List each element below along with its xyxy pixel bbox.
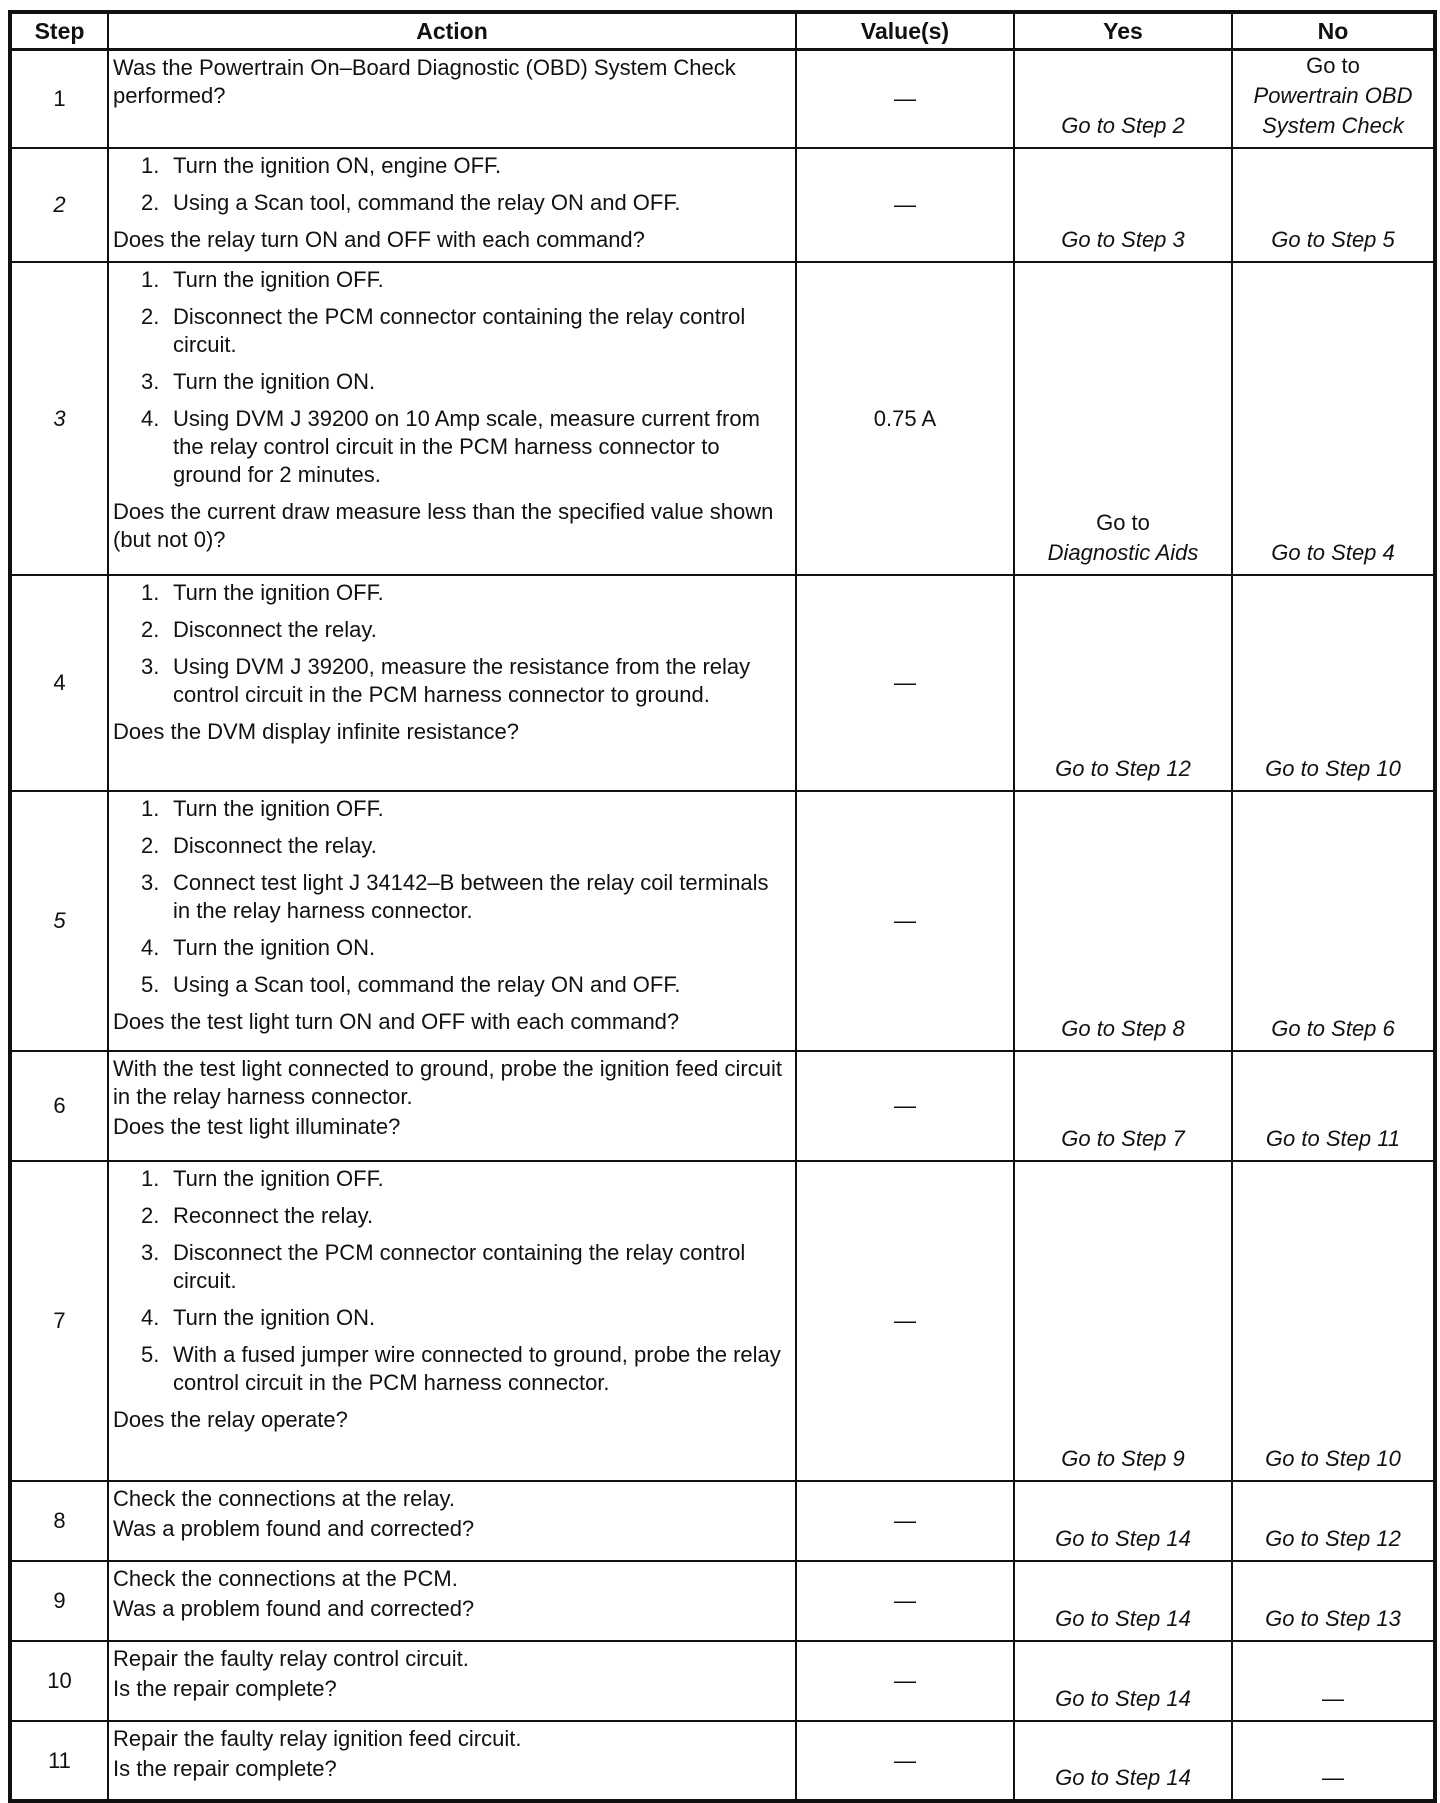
no-link: Go to Step 10 bbox=[1265, 1446, 1401, 1471]
table-row bbox=[10, 1481, 1435, 1561]
yes-cell bbox=[1014, 1721, 1232, 1801]
value-cell: — bbox=[796, 1051, 1014, 1161]
action-step: 2. Disconnect the relay. bbox=[141, 833, 377, 858]
step-number: 6 bbox=[10, 1051, 108, 1161]
yes-cell bbox=[1014, 1051, 1232, 1161]
action-step: 5. With a fused jumper wire connected to ground, probe the relay control circuit in the PCM harness connector. bbox=[141, 1342, 781, 1395]
yes-cell bbox=[1014, 575, 1232, 791]
no-link: Go to Step 4 bbox=[1271, 540, 1395, 565]
action-step: 4. Turn the ignition ON. bbox=[141, 935, 376, 960]
table-row bbox=[10, 148, 1435, 262]
table-row bbox=[10, 575, 1435, 791]
no-cell bbox=[1232, 1561, 1435, 1641]
action-text: With the test light connected to ground, probe the ignition feed circuit in the relay harness connector. bbox=[113, 1056, 782, 1109]
no-link: Go to Step 13 bbox=[1265, 1606, 1401, 1631]
table-row bbox=[10, 791, 1435, 1051]
action-step: 1. Turn the ignition OFF. bbox=[141, 796, 384, 821]
yes-link: Go to Step 2 bbox=[1061, 113, 1185, 138]
value-cell: — bbox=[796, 148, 1014, 262]
action-question: Does the current draw measure less than the specified value shown (but not 0)? bbox=[113, 499, 774, 552]
step-number: 7 bbox=[10, 1161, 108, 1481]
action-step: 1. Turn the ignition OFF. bbox=[141, 1166, 384, 1191]
no-cell bbox=[1232, 148, 1435, 262]
header-row bbox=[10, 12, 1435, 50]
no-cell bbox=[1232, 50, 1435, 149]
action-step: 3. Using DVM J 39200, measure the resistance from the relay control circuit in the PCM harness connector to ground. bbox=[141, 654, 751, 707]
yes-link: Go to Step 7 bbox=[1061, 1126, 1185, 1151]
action-steps bbox=[113, 795, 789, 999]
action-steps bbox=[113, 152, 789, 217]
action-cell bbox=[108, 262, 796, 575]
no-cell bbox=[1232, 1481, 1435, 1561]
action-question: Does the test light illuminate? bbox=[113, 1114, 401, 1139]
no-link: Go to Step 12 bbox=[1265, 1526, 1401, 1551]
action-step: 2. Reconnect the relay. bbox=[141, 1203, 374, 1228]
yes-link-prefix: Go to bbox=[1096, 510, 1150, 535]
table-row bbox=[10, 50, 1435, 149]
no-link: Go to Step 5 bbox=[1271, 227, 1395, 252]
header-step: Step bbox=[10, 12, 108, 50]
step-number: 4 bbox=[10, 575, 108, 791]
action-cell bbox=[108, 50, 796, 149]
value-cell: — bbox=[796, 1561, 1014, 1641]
action-cell bbox=[108, 1641, 796, 1721]
yes-cell bbox=[1014, 1161, 1232, 1481]
no-link-prefix: Go to bbox=[1306, 53, 1360, 78]
step-number: 11 bbox=[10, 1721, 108, 1801]
action-cell bbox=[108, 1161, 796, 1481]
action-step: 1. Turn the ignition OFF. bbox=[141, 267, 384, 292]
no-link: Go to Step 11 bbox=[1265, 1126, 1401, 1151]
header-yes: Yes bbox=[1014, 12, 1232, 50]
header-no: No bbox=[1232, 12, 1435, 50]
no-cell bbox=[1232, 791, 1435, 1051]
yes-link: Go to Step 14 bbox=[1055, 1686, 1191, 1711]
action-step: 2. Using a Scan tool, command the relay ON and OFF. bbox=[141, 190, 681, 215]
no-cell bbox=[1232, 1051, 1435, 1161]
action-step: 4. Turn the ignition ON. bbox=[141, 1305, 376, 1330]
action-steps bbox=[113, 579, 789, 709]
action-cell bbox=[108, 1561, 796, 1641]
step-number: 2 bbox=[10, 148, 108, 262]
table-row bbox=[10, 1161, 1435, 1481]
table-row bbox=[10, 1051, 1435, 1161]
action-step: 1. Turn the ignition ON, engine OFF. bbox=[141, 153, 502, 178]
header-action: Action bbox=[108, 12, 796, 50]
action-step: 5. Using a Scan tool, command the relay ON and OFF. bbox=[141, 972, 681, 997]
no-cell: — bbox=[1232, 1721, 1435, 1801]
value-cell: — bbox=[796, 791, 1014, 1051]
action-question: Is the repair complete? bbox=[113, 1676, 337, 1701]
action-text: Check the connections at the relay. bbox=[113, 1486, 456, 1511]
step-number: 1 bbox=[10, 50, 108, 149]
action-step: 2. Disconnect the relay. bbox=[141, 617, 377, 642]
yes-cell bbox=[1014, 50, 1232, 149]
action-step: 3. Turn the ignition ON. bbox=[141, 369, 376, 394]
action-text: Was the Powertrain On–Board Diagnostic (OBD) System Check performed? bbox=[113, 55, 736, 108]
action-question: Does the DVM display infinite resistance? bbox=[113, 719, 519, 744]
action-cell bbox=[108, 791, 796, 1051]
yes-link: Go to Step 3 bbox=[1061, 227, 1185, 252]
no-link: Go to Step 10 bbox=[1265, 756, 1401, 781]
value-cell: — bbox=[796, 1161, 1014, 1481]
yes-link: Diagnostic Aids bbox=[1047, 540, 1199, 565]
header-values: Value(s) bbox=[796, 12, 1014, 50]
action-text: Repair the faulty relay ignition feed circuit. bbox=[113, 1726, 522, 1751]
yes-cell bbox=[1014, 1481, 1232, 1561]
action-steps bbox=[113, 266, 789, 489]
action-question: Does the relay turn ON and OFF with each command? bbox=[113, 227, 645, 252]
no-link: Powertrain OBD System Check bbox=[1253, 83, 1413, 138]
yes-link: Go to Step 14 bbox=[1055, 1765, 1191, 1790]
yes-link: Go to Step 14 bbox=[1055, 1606, 1191, 1631]
action-cell bbox=[108, 575, 796, 791]
step-number: 8 bbox=[10, 1481, 108, 1561]
action-question: Was a problem found and corrected? bbox=[113, 1596, 475, 1621]
action-text: Check the connections at the PCM. bbox=[113, 1566, 458, 1591]
yes-link: Go to Step 8 bbox=[1061, 1016, 1185, 1041]
value-cell: — bbox=[796, 575, 1014, 791]
diagnostic-table bbox=[8, 10, 1437, 1803]
step-number: 9 bbox=[10, 1561, 108, 1641]
yes-cell bbox=[1014, 262, 1232, 575]
yes-cell bbox=[1014, 1641, 1232, 1721]
value-cell: — bbox=[796, 1641, 1014, 1721]
table-row bbox=[10, 1721, 1435, 1801]
action-steps bbox=[113, 1165, 789, 1397]
action-question: Was a problem found and corrected? bbox=[113, 1516, 475, 1541]
table-row bbox=[10, 1641, 1435, 1721]
step-number: 5 bbox=[10, 791, 108, 1051]
no-cell bbox=[1232, 1161, 1435, 1481]
value-cell: — bbox=[796, 1481, 1014, 1561]
action-question: Is the repair complete? bbox=[113, 1756, 337, 1781]
yes-cell bbox=[1014, 1561, 1232, 1641]
action-step: 2. Disconnect the PCM connector containing the relay control circuit. bbox=[141, 304, 746, 357]
no-cell bbox=[1232, 262, 1435, 575]
no-cell bbox=[1232, 575, 1435, 791]
action-cell bbox=[108, 1721, 796, 1801]
yes-link: Go to Step 12 bbox=[1055, 756, 1191, 781]
action-step: 3. Connect test light J 34142–B between the relay coil terminals in the relay harness connector. bbox=[141, 870, 769, 923]
step-number: 10 bbox=[10, 1641, 108, 1721]
action-step: 3. Disconnect the PCM connector containing the relay control circuit. bbox=[141, 1240, 746, 1293]
yes-cell bbox=[1014, 148, 1232, 262]
no-link: Go to Step 6 bbox=[1271, 1016, 1395, 1041]
table-row bbox=[10, 262, 1435, 575]
yes-link: Go to Step 14 bbox=[1055, 1526, 1191, 1551]
action-cell bbox=[108, 1481, 796, 1561]
action-text: Repair the faulty relay control circuit. bbox=[113, 1646, 469, 1671]
value-cell: — bbox=[796, 1721, 1014, 1801]
action-cell bbox=[108, 1051, 796, 1161]
value-cell: — bbox=[796, 50, 1014, 149]
yes-link: Go to Step 9 bbox=[1061, 1446, 1185, 1471]
action-step: 1. Turn the ignition OFF. bbox=[141, 580, 384, 605]
yes-cell bbox=[1014, 791, 1232, 1051]
table-row bbox=[10, 1561, 1435, 1641]
value-cell: 0.75 A bbox=[796, 262, 1014, 575]
action-question: Does the relay operate? bbox=[113, 1407, 348, 1432]
action-question: Does the test light turn ON and OFF with each command? bbox=[113, 1009, 680, 1034]
no-cell: — bbox=[1232, 1641, 1435, 1721]
action-step: 4. Using DVM J 39200 on 10 Amp scale, measure current from the relay control circuit in the PCM harness connector to ground for 2 minutes. bbox=[141, 406, 760, 487]
action-cell bbox=[108, 148, 796, 262]
step-number: 3 bbox=[10, 262, 108, 575]
